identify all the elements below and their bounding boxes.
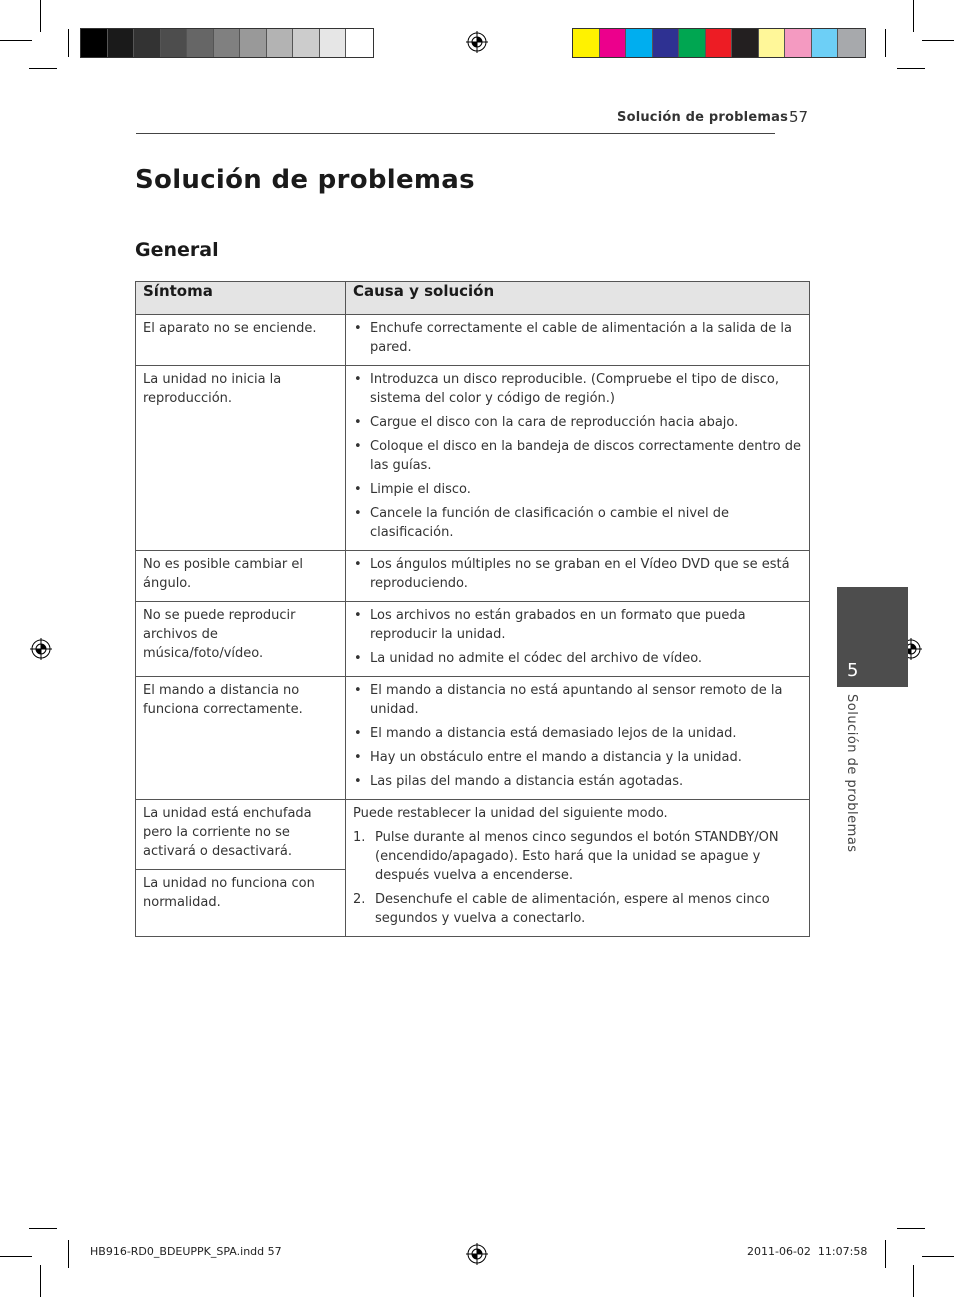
registration-mark-left-icon [30, 638, 52, 660]
slug-date-time: 2011-06-02 ￼￼ 11:07:58 [747, 1245, 868, 1258]
crop-mark-top-right-v2 [885, 29, 886, 57]
table-row [136, 602, 810, 677]
crop-mark-bottom-right-v2 [885, 1240, 886, 1268]
cause-item: • El mando a distancia no está apuntando al sensor remoto de la unidad. [353, 681, 802, 719]
color-swatch [187, 29, 214, 57]
cause-item: • Cargue el disco con la cara de reproducción hacia abajo. [353, 413, 802, 432]
color-swatch [161, 29, 188, 57]
color-swatch [320, 29, 347, 57]
cause-item: • Coloque el disco en la bandeja de discos correctamente dentro de las guías. [353, 437, 802, 475]
crop-mark-top-left-h2 [29, 68, 57, 69]
column-header-cause: Causa y solución [346, 282, 810, 315]
reset-instructions-cell [346, 800, 810, 937]
color-swatch [81, 29, 108, 57]
crop-mark-top-right-h [922, 40, 954, 41]
step-number: 1. [353, 830, 366, 845]
chapter-side-label: Solución de problemas [844, 694, 859, 853]
color-swatch [600, 29, 627, 57]
symptom-cell: No es posible cambiar el ángulo. [136, 551, 346, 602]
color-swatch [653, 29, 680, 57]
symptom-cell: El aparato no se enciende. [136, 315, 346, 366]
cause-item: • Los ángulos múltiples no se graban en el Vídeo DVD que se está reproduciendo. [353, 555, 802, 593]
crop-mark-bottom-right-h2 [897, 1228, 925, 1229]
color-swatch [759, 29, 786, 57]
symptom-cell: La unidad no inicia la reproducción. [136, 366, 346, 551]
column-header-symptom: Síntoma [136, 282, 346, 315]
cause-cell [346, 366, 810, 551]
color-swatch [626, 29, 653, 57]
registration-mark-top-icon [466, 31, 488, 53]
color-swatch [267, 29, 294, 57]
color-swatch [134, 29, 161, 57]
color-swatch [785, 29, 812, 57]
section-title: General [135, 239, 219, 261]
crop-mark-top-right-h2 [897, 68, 925, 69]
grayscale-color-bar [80, 28, 374, 58]
crop-mark-bottom-right-h [922, 1256, 954, 1257]
crop-mark-top-left-v2 [68, 29, 69, 57]
crop-mark-top-left-h [0, 40, 32, 41]
cause-item: • Los archivos no están grabados en un formato que pueda reproducir la unidad. [353, 606, 802, 644]
cause-item: • Hay un obstáculo entre el mando a distancia y la unidad. [353, 748, 802, 767]
registration-mark-bottom-icon [466, 1243, 488, 1265]
step-text: Pulse durante al menos cinco segundos el botón STANDBY/ON (encendido/apagado). Esto hará que la unidad se apague y después vuelva a encenderse. [375, 830, 779, 883]
cause-item: • La unidad no admite el códec del archivo de vídeo. [353, 649, 802, 668]
cause-cell [346, 551, 810, 602]
table-row [136, 366, 810, 551]
symptom-cell: La unidad no funciona con normalidad. [136, 870, 346, 937]
crop-mark-bottom-left-v2 [68, 1240, 69, 1268]
table-row [136, 677, 810, 800]
reset-intro: Puede restablecer la unidad del siguiente modo. [353, 806, 668, 821]
crop-mark-bottom-left-v [40, 1265, 41, 1297]
header-rule [136, 133, 775, 134]
table-row [136, 551, 810, 602]
color-swatch [838, 29, 865, 57]
running-header-title: Solución de problemas [617, 110, 789, 125]
color-swatch [679, 29, 706, 57]
chapter-number: 5 [847, 660, 859, 681]
troubleshooting-table [135, 281, 810, 937]
cause-item: • Introduzca un disco reproducible. (Compruebe el tipo de disco, sistema del color y código de región.) [353, 370, 802, 408]
reset-step [353, 828, 802, 885]
cause-item: • Enchufe correctamente el cable de alimentación a la salida de la pared. [353, 319, 802, 357]
cause-cell [346, 602, 810, 677]
color-swatch [812, 29, 839, 57]
color-swatch [293, 29, 320, 57]
color-swatch [240, 29, 267, 57]
color-swatch [346, 29, 373, 57]
crop-mark-top-left-v [40, 0, 41, 32]
symptom-cell: La unidad está enchufada pero la corriente no se activará o desactivará. [136, 800, 346, 870]
table-row [136, 800, 810, 870]
color-swatch [214, 29, 241, 57]
crop-mark-bottom-left-h [0, 1256, 32, 1257]
crop-mark-bottom-right-v [913, 1265, 914, 1297]
color-swatch [706, 29, 733, 57]
slug-file-name: HB916-RD0_BDEUPPK_SPA.indd 57 [90, 1245, 282, 1258]
color-swatch [573, 29, 600, 57]
cause-item: • Cancele la función de clasificación o cambie el nivel de clasificación. [353, 504, 802, 542]
color-swatch [108, 29, 135, 57]
cmyk-color-bar [572, 28, 866, 58]
cause-item: • El mando a distancia está demasiado lejos de la unidad. [353, 724, 802, 743]
step-number: 2. [353, 892, 366, 907]
cause-item: • Limpie el disco. [353, 480, 802, 499]
cause-item: • Las pilas del mando a distancia están agotadas. [353, 772, 802, 791]
cause-cell [346, 315, 810, 366]
cause-cell [346, 677, 810, 800]
step-text: Desenchufe el cable de alimentación, espere al menos cinco segundos y vuelva a conectarlo. [375, 892, 770, 926]
crop-mark-bottom-left-h2 [29, 1228, 57, 1229]
symptom-cell: No se puede reproducir archivos de música/foto/vídeo. [136, 602, 346, 677]
crop-mark-top-right-v [913, 0, 914, 32]
table-header-row [136, 282, 810, 315]
symptom-cell: El mando a distancia no funciona correctamente. [136, 677, 346, 800]
reset-step [353, 890, 802, 928]
color-swatch [732, 29, 759, 57]
page-number: 57 [789, 108, 809, 126]
page-title: Solución de problemas [135, 165, 475, 195]
table-row [136, 315, 810, 366]
